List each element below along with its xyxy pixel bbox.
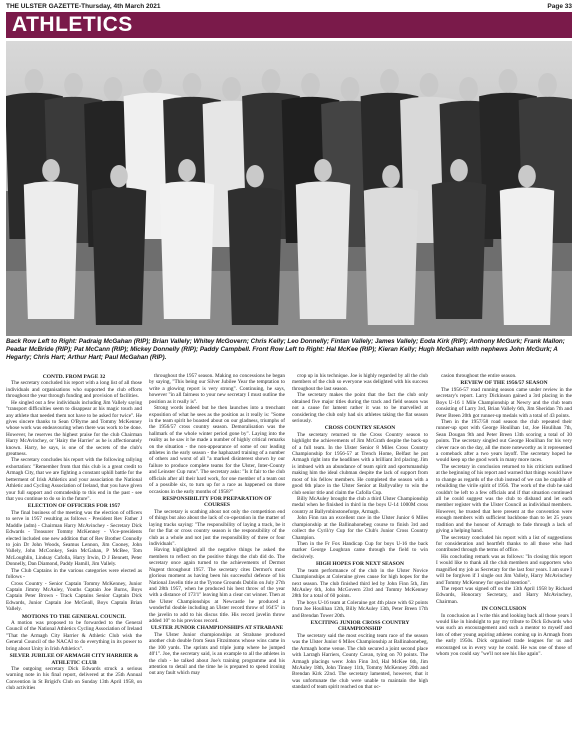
subheading: MOTIONS TO THE GENERAL COUNCIL <box>21 613 127 620</box>
athlete-figure <box>228 187 282 325</box>
athlete-head <box>420 73 439 97</box>
athlete-figure <box>24 181 78 319</box>
paragraph: The outgoing secretary Dick Edwards struck a serious warning note in his final report, delivered at the 25th Annual Convention in St Brigid's Club on Sunday 13th April 1958, on club activities <box>6 665 142 692</box>
article-column-4 <box>436 373 572 733</box>
paragraph: The secretary said the most exciting team race of the season was the Ulster Junior 6 Miles Championship at Ballinahonebeg, the Armagh home venue. The club secured a joint second place with Larragh Harriers, County Cavan, tying on 70 points. The Armagh placings were: John Finn 3rd, Hal McKee 6th, Jim McAuley 18th, John Tinney 11th, Tommy McKenney 20th and Brendan Kirk 22nd. The secretary lamented, however, that it was unfortunate the club were unable to maintain the high standard of team spirit reached on that oc- <box>292 632 428 691</box>
paragraph: The 1956-57 road running season came under review in the secretary's report. Larry Dickinson gained a 3rd placing in the Boys U-16 1 Mile Championship at Newry and the club team consisting of Larry 3rd, Brian Vallely 6th, Jim Sheridan 7th and Peter Breen 20th got runner-up medals with a total of 43 points. <box>436 386 572 419</box>
article-column-2 <box>149 373 285 733</box>
paragraph: Billy McAuley brought the club a third Ulster Championship medal when he finished in third in the boys U-14 1000M cross country at Ballyrobinstoneforge, Armagh. <box>292 496 428 515</box>
photo-caption: Back Row Left to Right: Padraig McGahan (RIP); Brian Vallely; Whitey McGovern; Chris Kelly; Leo Donnelly; Fintan Vallely; James Vallely; Eoda Kirk (RIP); Anthony McGurk; Frank Mallon; Peadar McBride (RIP); Pat McCann (RIP); Mickey Donnelly (RIP); Paddy Campbell. Front Row Left to Right: Hal McKee (RIP); Kieran Kelly; Hugh McGahan with nephews John McGurk; A Hegarty; Chris Hart; Arthur Hart; Paul McGahan (RIP). <box>6 338 565 361</box>
athlete-head <box>382 165 400 187</box>
team-photo <box>6 41 572 336</box>
paragraph: The Ulster Junior championships at Strabane produced another club double from Sean Fitzsimons whose wins came in the 100 yards. The sprints and triple jump where he jumped 40'1". Joe, the secretary said, is an example to all the athletes in the club - he talked about Joe's training programme and his attention to detail and the time he is prepared to spend ironing out any fault which may <box>149 631 285 677</box>
paragraph: crop up in his technique. Joe is highly regarded by all the club members of the club so everyone was delighted with his success throughout the last season. <box>292 373 428 392</box>
athlete-head <box>143 69 162 93</box>
athlete-head <box>459 77 478 101</box>
paragraph: In conclusion as I write this and looking back all those years I would like in hindsight to pay my tribute to Dick Edwards who was such an encouragement and such a mentor to myself and lots of other young aspiring athletes coming up in Armagh from the early 1950s. Dick organised trade leagues for us and encouraged us in every way he could. He was one of those of whom you could say "we'll not see his like again". <box>436 612 572 658</box>
athlete-head <box>380 69 399 93</box>
athlete-head <box>25 69 44 93</box>
paragraph: Having highlighted all the negative things he asked the members to reflect on the positive things the club did do. The secretary once again turned to the achievements of Dermot Nugent throughout 1957. The secretary cites Dermot's most glorious moment as having been his successful defence of his National Javelin title at the Tyrone Grounds Dublin on July 27th and 28th 1957, when he produced his best throw of the year with a distance of 173'1" leaving him a clear cut winner. Then at the Ulster Championships at Newcastle he produced a wonderful double including an Ulster record throw of 164'5" in the javelin to add to his discus title. His record javelin throw added 10" to his previous record. <box>149 547 285 625</box>
paragraph: throughout the 1957 season. Making no concessions he began by saying, "This being our Silver Jubilee Year the temptation to write a glowing report is very strong". Continuing, he says, however "in all fairness to your new secretary I must outline the position as it really is". <box>149 373 285 405</box>
subheading: REVIEW OF THE 1956/57 SEASON <box>460 380 548 387</box>
athlete-head <box>178 159 196 181</box>
paragraph: The boys U-16 team at Coleraine got 4th place with 62 points from Joe Houlihan 12th, Billy McAuley 13th, Peter Breen 17th and Brendan Tower 20th. <box>292 599 428 619</box>
article-column-3 <box>292 373 428 733</box>
subheading: IN CONCLUSION <box>481 606 527 613</box>
paragraph: Then in the 1957/58 road season the club repeated their runner-up spot with George Houlihan 1st, Joe Houlihan 7th, Sean Dougan 9th and Peter Breen 13th scoring a total of 30 points. The secretary singled out George Houlihan for his very clever race on the day, all the more noteworthy as it represented a comeback after a two years layoff. The secretary hoped he would keep up the good work in many more races. <box>436 418 572 464</box>
paragraph: The secretary concluded his report with a long list of all those individuals and organisations who supported the club efforts throughout the year through funding and provision of facilities. <box>6 380 142 400</box>
athlete-figure <box>160 181 214 319</box>
paragraph: His concluding remark was as follows: "In closing this report I would like to thank all the club members and supporters who magnified my job as Secretary for the last four years. I am sure I will be forgiven if I single out Jim Vallely, Harry McAvinchey and Tommy McKenney for special mention". <box>436 553 572 586</box>
section-banner <box>6 12 572 38</box>
paragraph: A motion was proposed to be forwarded to the General Council of the National Athletics Cycling Association of Ireland "That the Armagh City Harrier & Athletic Club wish the General Council of the NACAI to do everything in its power to bring about Unity in Irish Athletics". <box>6 620 142 652</box>
athlete-head <box>499 69 518 93</box>
athlete-head <box>42 159 60 181</box>
athlete-head <box>450 159 468 181</box>
paragraph: The team performance of the club in the Ulster Novice Championships at Coleraine gives cause for high hopes for the next season. The club finished third led by John Finn 5th, Jim McAuley 6th, John McGovern 23rd and Tommy McKenney 28th for a total of 60 points. <box>292 567 428 600</box>
paragraph: The secretary concluded his report with a list of suggestions for consideration and heartfelt thanks to all those who had contributed through the terms of office. <box>436 534 572 554</box>
subheading: CONTD. FROM PAGE 32 <box>42 374 106 380</box>
athlete-figure <box>500 187 554 325</box>
subheading: SILVER JUBILEE OF ARMAGH CITY HARRIER & ATHLETIC CLUB <box>9 653 139 666</box>
subheading: RESPONSIBILITY FOR PREPARATION OF COURSES <box>162 496 272 509</box>
athlete-head <box>538 73 557 97</box>
paragraph: The secretary in conclusion returned to his criticism outlined at the beginning of his report and warned that things would have to change as regards of the club instead of we can be capable of rebuilding the virile spirit of 1956. The work of the club he said couldn't be left to a few officials and if that situation continued all he could suggest was the club to disband and let each member register with the Ulster Council as individual members. However, he trusted that here present at the convention were enough members with sufficient backbone than to let 25 years tradition and the honour of Armagh to fade through a lack of giving a helping hand. <box>436 463 572 535</box>
paragraph: John Finn ran an excellent race in the Ulster Junior 6 Miles championship at the Ballinahonebeg course to finish 3rd and collect the Cyril/ry Cup for the Club's Junior Cross Country Champion. <box>292 515 428 541</box>
paragraph: The secretary is scathing about not only the competition end of things but also about the lack of co-operation in the matter of laying tracks saying: "The responsibility of laying a track, be it for the flat or cross country season is the responsibility of the club as a whole and not just the responsibility of three or four individuals". <box>149 508 285 547</box>
athlete-head <box>246 165 264 187</box>
athlete-figure <box>92 187 146 325</box>
athlete-head <box>262 69 281 93</box>
paragraph: The secretary returned to the Cross Country season to highlight the achievements of Jim McGrath despite the back-up of a full team. In the Ulster Senior 8 Miles Cross Country Championship for 1956-57 at Trench Home, Belfast he put Armagh right into the headlines with a brilliant 3rd placing. Jim is imbued with an abundance of team spirit and sportsmanship making him the ideal clubman despite the lack of support from most of his fellow members. He completed the season with a good 6th place in the Ulster Senior at Ballyvalley to win the club senior title and claim the Cafolla Cup. <box>292 431 428 496</box>
athlete-head <box>110 165 128 187</box>
paragraph: casion throughout the entire season. <box>441 373 517 379</box>
paragraph: Then in the Fr Fox Handicap Cup for boys U-16 the back marker George Loughran came through the field to win decisively. <box>292 540 428 560</box>
paragraph: The secretary concludes his report with the following rallying exhortation: "Remember from that this club is a great credit to Armagh City, that we are fighting a constant uphill battle for the betterment of Irish Athletics and your association the National Athletic and Cycling Association of Ireland, that you have given your full support and comradeship to this end in the past - see that you continue to do so in the future". <box>6 457 142 503</box>
subheading: HIGH HOPES FOR NEXT SEASON <box>316 561 404 568</box>
athlete-head <box>518 165 536 187</box>
subheading: EXCITING JUNIOR CROSS COUNTRY CHAMPIONSHIP <box>310 620 410 633</box>
subheading: ELECTION OF OFFICERS FOR 1957 <box>27 503 121 510</box>
athlete-figure <box>432 181 486 319</box>
athlete-head <box>314 159 332 181</box>
page-number: Page 33 <box>547 3 572 10</box>
team-photo-image <box>6 41 572 336</box>
paragraph: Cross Country - Senior Captain Tommy McKenney, Junior Captain Jimmy McAuley, Youths Captain Joe Burns, Boys Captain Peter Brown - Track Captains Senior Captain Dick Edwards, Junior Captain Joe McGeall, Boys Captain Brian Vallely. <box>6 580 142 613</box>
section-title: ATHLETICS <box>12 13 133 36</box>
athlete-head <box>183 73 202 97</box>
paragraph: Strong words indeed but he then launches into a trenchant exposition of what he sees as the position as it really is: "Some in the team spirit he boasted about on our gladness, triumphs of the 1956/57 cross country season. Demoralisation was the hallmark of the whole winter period gone by". Laying into the reality as he saw it he made a number of highly critical remarks on the situation - the non-appearance of some of our leading athletes in the early season - the haphazard training of a number of others and worst of all "a marked disinterest shown by our failure to produce complete teams for the Ulster, Inter-County and Leinster Cup runs". The secretary asks: "Is it fair to the club officials after all their hard work, for one member of a team out of a possible six, to turn up for a race as happened on three occasions in the early months of 1958?" <box>149 405 285 495</box>
athlete-head <box>341 77 360 101</box>
paragraph: The Club Captains in the various categories were elected as follows - <box>6 567 142 581</box>
athlete-figure <box>364 187 418 325</box>
subheading: CROSS COUNTRY SEASON <box>324 425 396 432</box>
newspaper-dateline: THE ULSTER GAZETTE-Thursday, 4th March 2021 <box>6 3 161 10</box>
article-column-1 <box>6 373 142 733</box>
athlete-head <box>222 77 241 101</box>
athlete-figure <box>296 181 350 319</box>
athlete-head <box>301 73 320 97</box>
page-header <box>6 2 574 12</box>
athlete-head <box>104 77 123 101</box>
paragraph: The secretary makes the point that the fact the club only obtained five major titles during the track and field season was not a cause for lament rather it was to be marvelled at considering the club only had six athletes taking the flat season seriously. <box>292 392 428 424</box>
paragraph: The final business of the meeting was the election of officers to serve in 1957 resulting as follows - President Rev Father J Maddle (adm) - Chairman Harry McAvinchey - Secretary Dick Edwards - Treasurer Tommy McKenney - Vice-presidents elected included one new addition that of Rev Brother Connolly to join Dr John Woods, Seamus Lennon, Jim Cooney, John Vallely, John McConkey, Seán McGahan, P McBee, Tom McLoughlin, Lindsay Cafolla, Harry Irwin, D J Bennett, Peter Donnelly, Dan Diamond, Paddy Hamill, Jim Vallely. <box>6 509 142 568</box>
athlete-head <box>64 73 83 97</box>
paragraph: He singled out a few individuals including Jim Vallely saying "transport difficulties seem to disappear at his magic touch and any athlete that needed them not have to be asked for twice". He gives sincere thanks to Sean O'Byrne and Tommy McKenney whose work was endeavouring when there was work to be done. However, he reserves the highest praise for the club Chairman Harry McAvinchey, or 'Hairy the Harrier' as he is affectionately known. Harry, he says, is one of the secrets of the club's greatness. <box>6 399 142 458</box>
subheading: ULSTER JUNIOR CHAMPIONSHIPS AT STRABANE <box>150 625 284 632</box>
paragraph: The report was signed off on the 13th April 1958 by Richard Edwards, Honorary Secretary, and Harry McAvinchey, Chairman. <box>436 585 572 605</box>
